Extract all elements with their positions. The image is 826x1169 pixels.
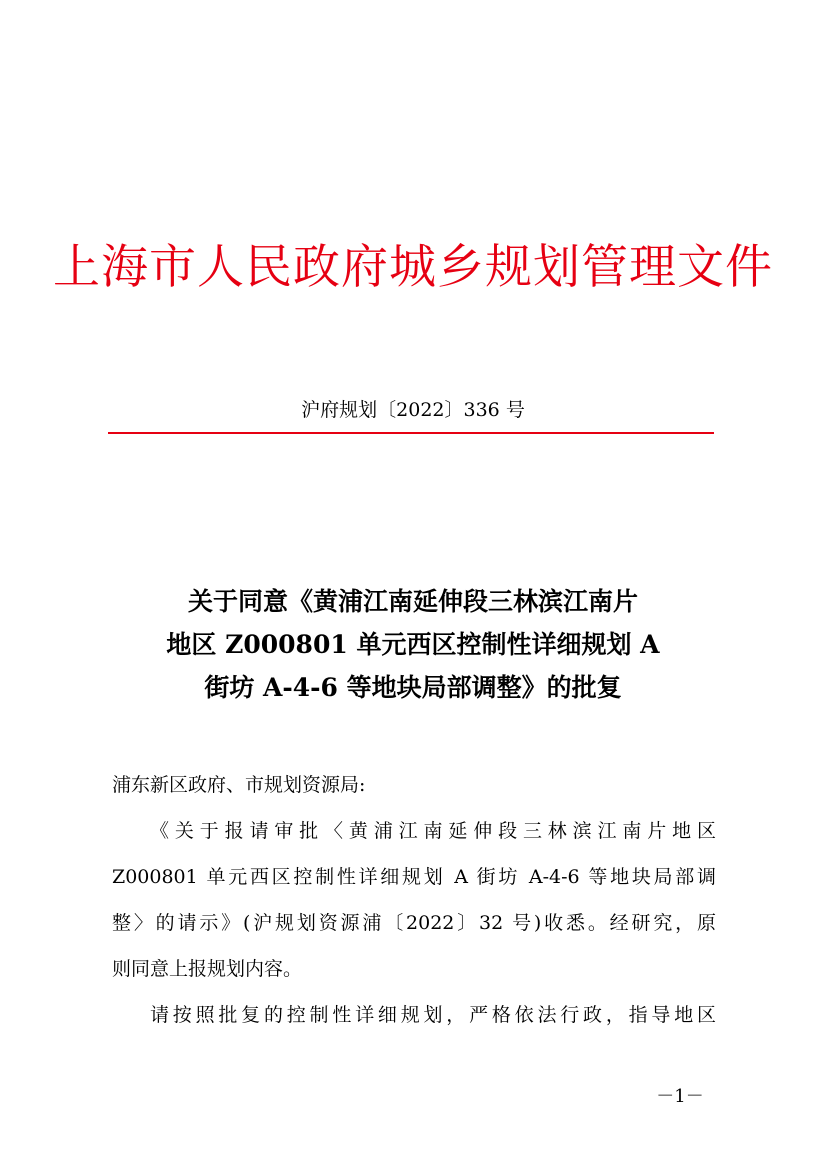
salutation: 浦东新区政府、市规划资源局: bbox=[112, 774, 366, 796]
body-paragraph-line: Z000801 单元西区控制性详细规划 A 街坊 A-4-6 等地块局部调 bbox=[112, 866, 716, 888]
document-body bbox=[112, 762, 716, 1038]
red-divider-line bbox=[108, 432, 714, 434]
body-paragraph-line: 则同意上报规划内容。 bbox=[112, 958, 303, 980]
body-paragraph-line: 请按照批复的控制性详细规划，严格依法行政，指导地区 bbox=[150, 1004, 716, 1026]
body-paragraph-line: 整〉的请示》(沪规划资源浦〔2022〕32 号)收悉。经研究，原 bbox=[112, 912, 716, 934]
body-paragraph-line: 《关于报请审批〈黄浦江南延伸段三林滨江南片地区 bbox=[150, 820, 716, 842]
document-number: 沪府规划〔2022〕336 号 bbox=[301, 399, 525, 421]
document-title-line: 关于同意《黄浦江南延伸段三林滨江南片 bbox=[187, 587, 638, 616]
document-title bbox=[0, 580, 826, 709]
page-number: －1－ bbox=[656, 1086, 704, 1107]
issuer-title: 上海市人民政府城乡规划管理文件 bbox=[53, 240, 773, 295]
body-paragraph bbox=[112, 992, 716, 1038]
document-title-line: 街坊 A-4-6 等地块局部调整》的批复 bbox=[204, 673, 622, 702]
document-title-line: 地区 Z000801 单元西区控制性详细规划 A bbox=[166, 630, 660, 659]
body-paragraph bbox=[112, 808, 716, 992]
